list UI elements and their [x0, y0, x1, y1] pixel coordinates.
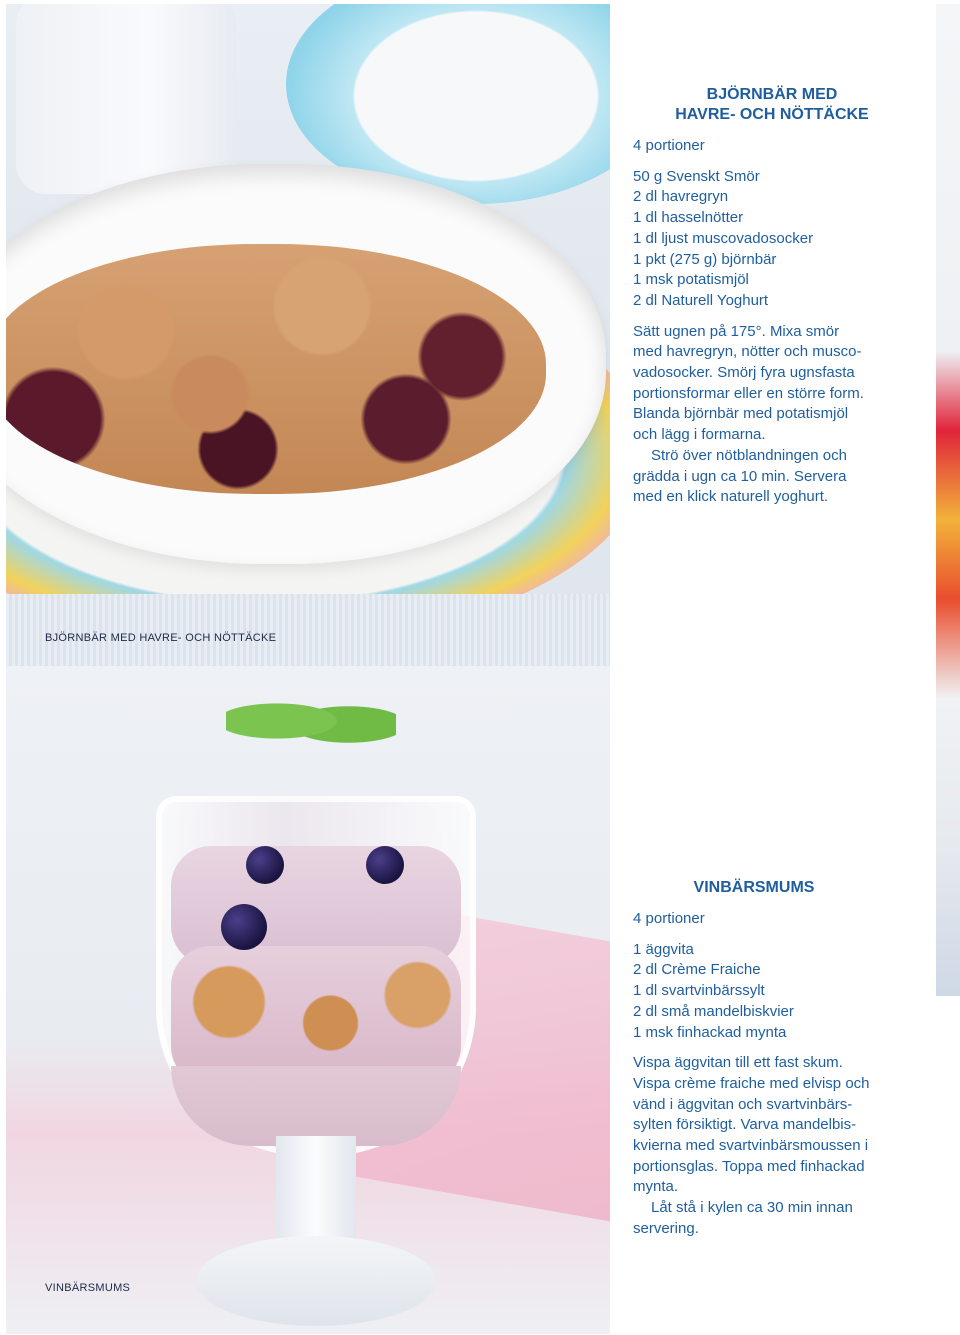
- mint-leaf-shape: [226, 686, 396, 756]
- method-line: grädda i ugn ca 10 min. Servera: [633, 467, 847, 485]
- blackcurrant-shape: [366, 846, 404, 884]
- parfait-photo: [6, 666, 610, 1334]
- ingredient-item: 1 dl svartvinbärssylt: [633, 982, 765, 1000]
- recipe-method: [633, 322, 923, 508]
- recipe-method: [633, 1053, 923, 1239]
- biscuit-layer: [171, 946, 461, 1086]
- method-line: Låt stå i kylen ca 30 min innan: [651, 1199, 853, 1217]
- recipe-portions: 4 portioner: [633, 137, 705, 154]
- blackcurrant-shape: [246, 846, 284, 884]
- method-line: sylten försiktigt. Varva mandelbis-: [633, 1116, 857, 1134]
- method-line: Sätt ugnen på 175°. Mixa smör: [633, 322, 840, 340]
- photo-caption-parfait: VINBÄRSMUMS: [45, 1282, 131, 1294]
- method-line: Vispa crème fraiche med elvisp och: [633, 1074, 870, 1092]
- crumble-shape: [6, 244, 546, 494]
- recipe-vinbarsmums: [633, 878, 923, 1240]
- ingredient-item: 1 msk finhackad mynta: [633, 1023, 787, 1041]
- ingredient-item: 1 msk potatismjöl: [633, 271, 749, 289]
- glass-foot-shape: [196, 1236, 436, 1326]
- method-line: Strö över nötblandningen och: [651, 446, 847, 464]
- blackcurrant-shape: [221, 904, 267, 950]
- ingredient-list: [633, 940, 923, 1044]
- recipe-crumble: [633, 85, 923, 508]
- crumble-photo: [6, 4, 610, 666]
- ingredient-item: 1 pkt (275 g) björnbär: [633, 250, 777, 268]
- method-line: vadosocker. Smörj fyra ugnsfasta: [633, 364, 855, 382]
- method-line: med en klick naturell yoghurt.: [633, 488, 829, 506]
- recipe-title-line: BJÖRNBÄR MED: [706, 86, 838, 103]
- method-line: portionsformar eller en större form.: [633, 384, 864, 402]
- ingredient-item: 2 dl Naturell Yoghurt: [633, 291, 769, 309]
- ingredient-list: [633, 167, 923, 312]
- ingredient-item: 50 g Svenskt Smör: [633, 167, 760, 185]
- mousse-bottom-layer: [171, 1066, 461, 1146]
- method-line: Blanda björnbär med potatismjöl: [633, 405, 849, 423]
- edge-photo-strip: [936, 4, 960, 996]
- method-line: vänd i äggvitan och svartvinbärs-: [633, 1095, 853, 1113]
- recipe-portions: 4 portioner: [633, 910, 705, 927]
- method-line: portionsglas. Toppa med finhackad: [633, 1157, 865, 1175]
- recipe-title: [633, 85, 911, 125]
- photo-caption-crumble: BJÖRNBÄR MED HAVRE- OCH NÖTTÄCKE: [45, 632, 277, 644]
- ingredient-item: 1 dl hasselnötter: [633, 209, 744, 227]
- ingredient-item: 1 dl ljust muscovadosocker: [633, 229, 814, 247]
- cup-shape: [16, 4, 236, 194]
- method-line: Vispa äggvitan till ett fast skum.: [633, 1054, 843, 1072]
- ingredient-item: 2 dl Crème Fraiche: [633, 961, 761, 979]
- recipe-title-line: HAVRE- OCH NÖTTÄCKE: [675, 106, 869, 123]
- method-line: med havregryn, nötter och musco-: [633, 343, 862, 361]
- method-line: mynta.: [633, 1178, 679, 1196]
- recipe-title: VINBÄRSMUMS: [693, 879, 815, 896]
- method-line: servering.: [633, 1219, 699, 1237]
- method-line: och lägg i formarna.: [633, 426, 766, 444]
- method-line: kvierna med svartvinbärsmoussen i: [633, 1137, 869, 1155]
- ingredient-item: 2 dl små mandelbiskvier: [633, 1002, 794, 1020]
- ingredient-item: 2 dl havregryn: [633, 188, 729, 206]
- tablecloth-shape: [6, 594, 610, 666]
- ingredient-item: 1 äggvita: [633, 940, 694, 958]
